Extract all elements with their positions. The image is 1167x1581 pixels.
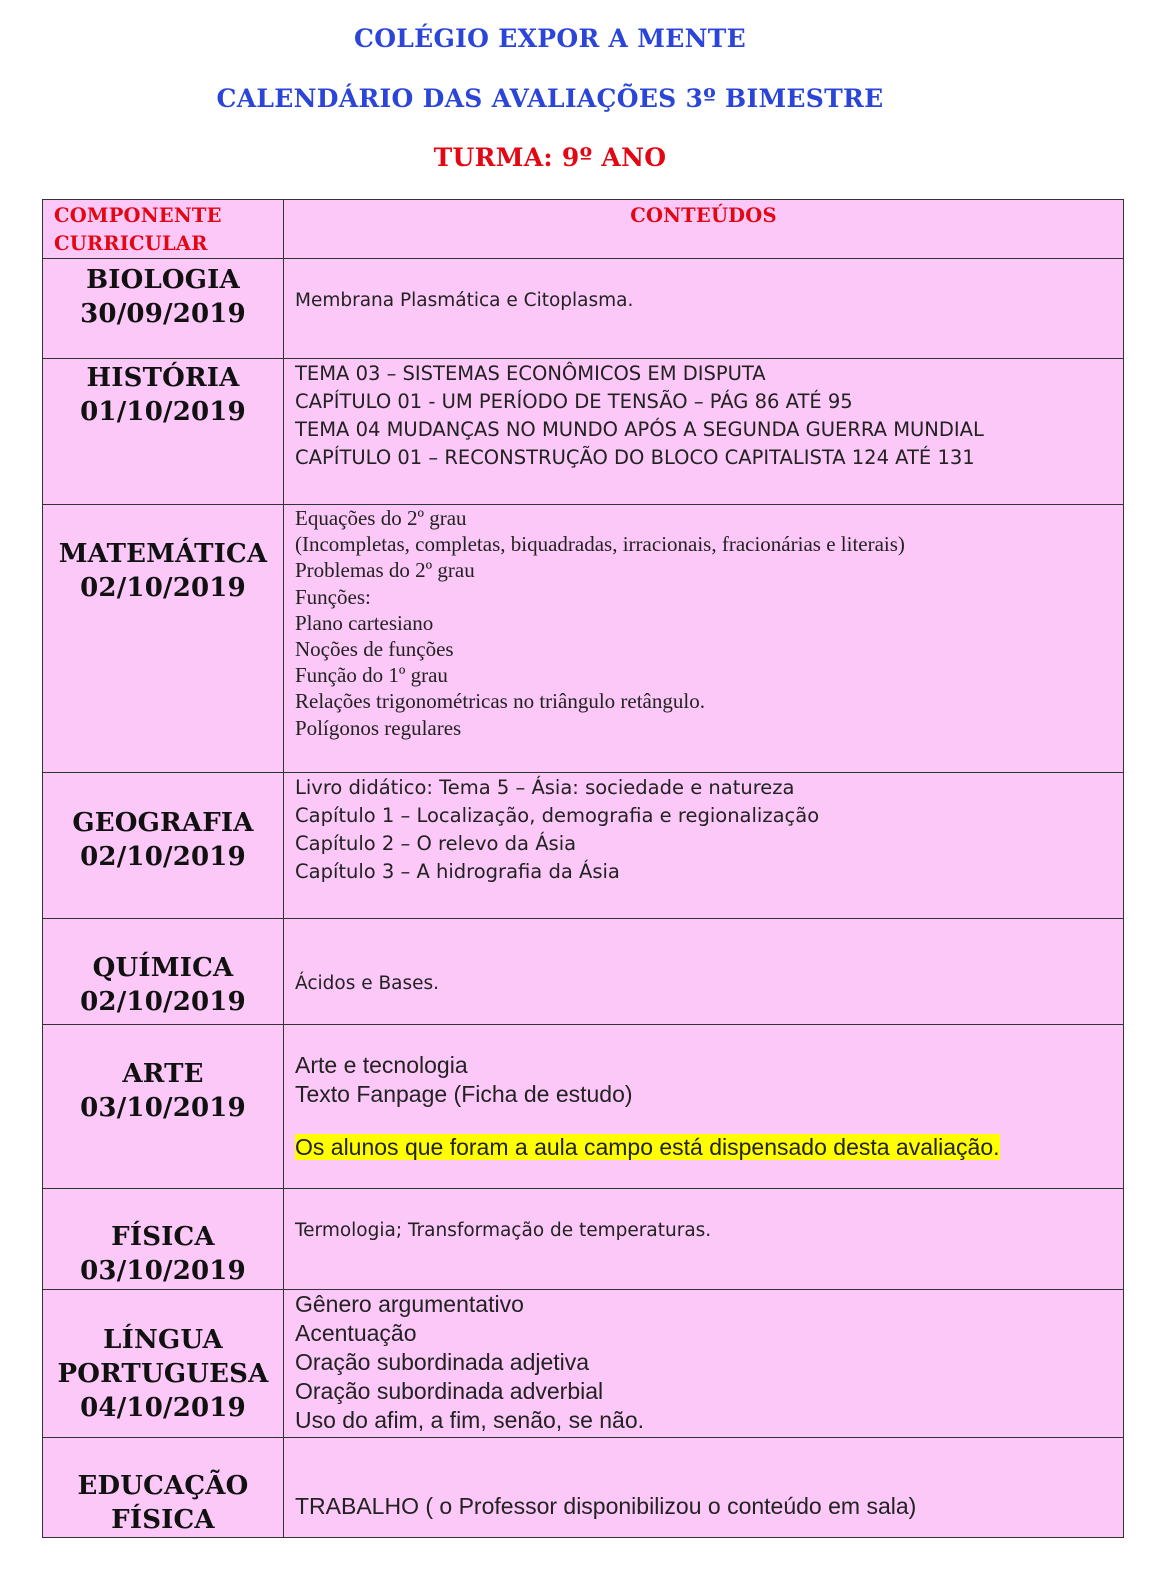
content-cell (284, 259, 1124, 359)
school-name: COLÉGIO EXPOR A MENTE (354, 24, 746, 53)
content-line: Arte e tecnologia (295, 1052, 468, 1078)
content-line: Relações trigonométricas no triângulo retângulo. (295, 689, 705, 714)
content-cell (284, 1189, 1124, 1290)
content-cell (284, 773, 1124, 919)
table-row (43, 773, 1124, 919)
exemption-note: Os alunos que foram a aula campo está dispensado desta avaliação. (295, 1134, 1000, 1160)
content-line: Livro didático: Tema 5 – Ásia: sociedade e natureza (295, 776, 795, 799)
content-line: Gênero argumentativo (295, 1291, 524, 1317)
exam-date: 02/10/2019 (80, 573, 246, 603)
subject-cell (43, 1189, 284, 1290)
content-line: Membrana Plasmática e Citoplasma. (295, 290, 634, 311)
subject-name: LÍNGUA (103, 1325, 223, 1355)
content-line: Plano cartesiano (295, 610, 434, 635)
content-line: Texto Fanpage (Ficha de estudo) (295, 1081, 633, 1107)
content-line: Funções: (295, 584, 371, 609)
content-line: Equações do 2º grau (295, 506, 467, 530)
content-line: Capítulo 3 – A hidrografia da Ásia (295, 860, 620, 883)
subject-cell (43, 359, 284, 505)
header-subject-line2: CURRICULAR (54, 232, 208, 255)
class-label: TURMA: 9º ANO (433, 143, 667, 172)
content-cell (284, 919, 1124, 1025)
content-cell (284, 359, 1124, 505)
content-cell (284, 1025, 1124, 1189)
subject-name: EDUCAÇÃO (77, 1471, 249, 1501)
content-line: Oração subordinada adverbial (295, 1378, 604, 1404)
subject-cell (43, 505, 284, 773)
header-content-cell (284, 200, 1124, 259)
content-line: Capítulo 2 – O relevo da Ásia (295, 832, 577, 855)
content-line: CAPÍTULO 01 – RECONSTRUÇÃO DO BLOCO CAPITALISTA 124 ATÉ 131 (295, 446, 975, 469)
table-row (43, 1025, 1124, 1189)
subject-name: QUÍMICA (92, 953, 234, 983)
table-row (43, 1438, 1124, 1538)
exam-date: 02/10/2019 (80, 842, 246, 872)
content-line: Termologia; Transformação de temperaturas. (295, 1220, 712, 1241)
calendar-title: CALENDÁRIO DAS AVALIAÇÕES 3º BIMESTRE (216, 84, 884, 113)
subject-name: ARTE (122, 1059, 204, 1089)
header-content-label: CONTEÚDOS (630, 204, 777, 227)
content-line: Oração subordinada adjetiva (295, 1349, 590, 1375)
table-row (43, 505, 1124, 773)
table-row (43, 1189, 1124, 1290)
table-row (43, 359, 1124, 505)
content-line: Polígonos regulares (295, 715, 462, 740)
subject-cell (43, 259, 284, 359)
exam-date: 03/10/2019 (80, 1256, 246, 1286)
content-cell (284, 1438, 1124, 1538)
header-subject-cell (43, 200, 284, 259)
subject-cell (43, 1290, 284, 1438)
subject-cell (43, 919, 284, 1025)
content-cell (284, 505, 1124, 773)
content-cell (284, 1290, 1124, 1438)
content-line: Problemas do 2º grau (295, 558, 475, 583)
content-line: TRABALHO ( o Professor disponibilizou o conteúdo em sala) (295, 1493, 917, 1519)
content-line: Função do 1º grau (295, 663, 448, 688)
exam-date: 04/10/2019 (80, 1393, 246, 1423)
content-line: Ácidos e Bases. (295, 973, 440, 994)
subject-cell (43, 773, 284, 919)
table-row (43, 259, 1124, 359)
subject-cell (43, 1438, 284, 1538)
subject-name: MATEMÁTICA (58, 539, 268, 569)
header-subject-line1: COMPONENTE (54, 204, 222, 227)
content-line: TEMA 03 – SISTEMAS ECONÔMICOS EM DISPUTA (295, 362, 766, 385)
content-line: Acentuação (295, 1320, 417, 1346)
subject-name: HISTÓRIA (86, 363, 240, 393)
exam-date: 30/09/2019 (80, 299, 246, 329)
exam-date: 03/10/2019 (80, 1093, 246, 1123)
subject-cell (43, 1025, 284, 1189)
table-row (43, 919, 1124, 1025)
subject-name: FÍSICA (111, 1222, 215, 1252)
content-line: CAPÍTULO 01 - UM PERÍODO DE TENSÃO – PÁG 86 ATÉ 95 (295, 390, 853, 413)
content-line: Noções de funções (295, 637, 454, 662)
table-header-row (43, 200, 1124, 259)
content-line: Capítulo 1 – Localização, demografia e regionalização (295, 804, 820, 827)
subject-name: PORTUGUESA (57, 1359, 269, 1389)
content-line: Uso do afim, a fim, senão, se não. (295, 1407, 645, 1433)
subject-name: GEOGRAFIA (72, 808, 254, 838)
table-row (43, 1290, 1124, 1438)
content-line: TEMA 04 MUDANÇAS NO MUNDO APÓS A SEGUNDA GUERRA MUNDIAL (295, 418, 984, 441)
subject-name: FÍSICA (111, 1505, 215, 1535)
exam-date: 02/10/2019 (80, 987, 246, 1017)
content-line: (Incompletas, completas, biquadradas, irracionais, fracionárias e literais) (295, 532, 905, 557)
exam-calendar-table (42, 199, 1124, 1538)
exam-date: 01/10/2019 (80, 397, 246, 427)
subject-name: BIOLOGIA (86, 265, 240, 295)
